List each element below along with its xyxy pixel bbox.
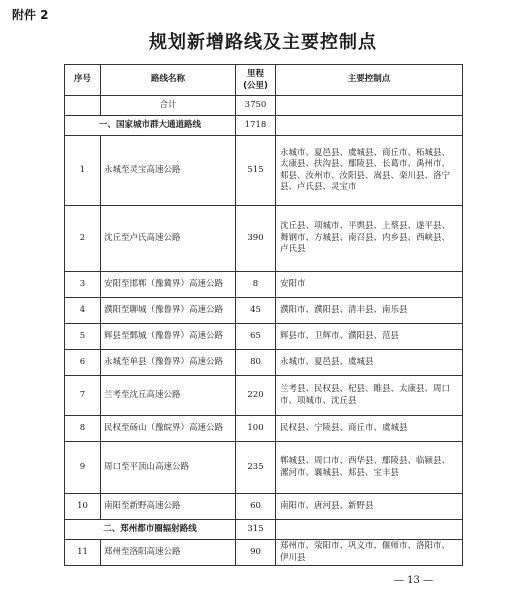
page-number: — 13 — <box>394 575 434 586</box>
row-name: 辉县至鄄城（豫鲁界）高速公路 <box>101 324 236 350</box>
header-name: 路线名称 <box>101 65 236 96</box>
total-blank <box>65 96 101 116</box>
row-no: 8 <box>65 416 101 442</box>
table-row <box>65 494 463 520</box>
row-name: 永城至灵宝高速公路 <box>101 136 236 206</box>
table-row <box>65 350 463 376</box>
row-name: 濮阳至聊城（豫鲁界）高速公路 <box>101 298 236 324</box>
row-mileage: 60 <box>236 494 276 520</box>
row-mileage: 390 <box>236 206 276 272</box>
table-row <box>65 136 463 206</box>
row-control: 辉县市、卫辉市、濮阳县、范县 <box>276 324 463 350</box>
attachment-label: 附件 2 <box>12 8 49 22</box>
row-control: 民权县、宁陵县、商丘市、虞城县 <box>276 416 463 442</box>
row-control: 永城市、夏邑县、虞城县 <box>276 350 463 376</box>
table-row <box>65 324 463 350</box>
row-name: 民权至砀山（豫皖界）高速公路 <box>101 416 236 442</box>
row-no: 6 <box>65 350 101 376</box>
section-row <box>65 520 463 540</box>
row-control: 兰考县、民权县、杞县、睢县、太康县、周口市、项城市、沈丘县 <box>276 376 463 416</box>
row-control: 永城市、夏邑县、虞城县、商丘市、柘城县、太康县、扶沟县、鄢陵县、长葛市、禹州市、郏县、汝州市、汝阳县、嵩县、栾川县、洛宁县、卢氏县、灵宝市 <box>276 136 463 206</box>
section-row <box>65 116 463 136</box>
table-row <box>65 376 463 416</box>
table-row <box>65 272 463 298</box>
header-control: 主要控制点 <box>276 65 463 96</box>
row-no: 2 <box>65 206 101 272</box>
section-control <box>276 116 463 136</box>
row-mileage: 65 <box>236 324 276 350</box>
row-no: 1 <box>65 136 101 206</box>
row-mileage: 8 <box>236 272 276 298</box>
row-control: 郸城县、周口市、西华县、鄢陵县、临颍县、漯河市、襄城县、郏县、宝丰县 <box>276 442 463 494</box>
section-control <box>276 520 463 540</box>
row-name: 兰考至沈丘高速公路 <box>101 376 236 416</box>
section-mileage: 1718 <box>236 116 276 136</box>
row-mileage: 515 <box>236 136 276 206</box>
route-table <box>64 64 463 566</box>
total-mileage: 3750 <box>236 96 276 116</box>
row-mileage: 235 <box>236 442 276 494</box>
table-row <box>65 540 463 566</box>
row-control: 南阳市、唐河县、新野县 <box>276 494 463 520</box>
row-name: 安阳至邯郸（豫冀界）高速公路 <box>101 272 236 298</box>
row-name: 沈丘至卢氏高速公路 <box>101 206 236 272</box>
table-row <box>65 416 463 442</box>
section-label: 一、国家城市群大通道路线 <box>65 116 236 136</box>
header-no: 序号 <box>65 65 101 96</box>
row-mileage: 80 <box>236 350 276 376</box>
table-row <box>65 206 463 272</box>
row-control: 郑州市、荥阳市、巩义市、偃师市、洛阳市、伊川县 <box>276 540 463 566</box>
row-name: 永城至单县（豫鲁界）高速公路 <box>101 350 236 376</box>
table-header-row <box>65 65 463 96</box>
table-row <box>65 298 463 324</box>
row-control: 濮阳市、濮阳县、清丰县、南乐县 <box>276 298 463 324</box>
row-no: 4 <box>65 298 101 324</box>
section-mileage: 315 <box>236 520 276 540</box>
row-name: 南阳至新野高速公路 <box>101 494 236 520</box>
row-control: 沈丘县、项城市、平舆县、上蔡县、遂平县、舞钢市、方城县、南召县、内乡县、西峡县、卢氏县 <box>276 206 463 272</box>
row-mileage: 220 <box>236 376 276 416</box>
row-mileage: 100 <box>236 416 276 442</box>
row-no: 9 <box>65 442 101 494</box>
row-no: 5 <box>65 324 101 350</box>
row-no: 11 <box>65 540 101 566</box>
total-label: 合计 <box>101 96 236 116</box>
page-title: 规划新增路线及主要控制点 <box>149 32 377 53</box>
row-control: 安阳市 <box>276 272 463 298</box>
section-label: 二、郑州都市圈辐射路线 <box>65 520 236 540</box>
row-name: 周口至平顶山高速公路 <box>101 442 236 494</box>
header-mileage: 里程 (公里) <box>236 65 276 96</box>
table-row <box>65 442 463 494</box>
total-row <box>65 96 463 116</box>
row-no: 10 <box>65 494 101 520</box>
row-mileage: 45 <box>236 298 276 324</box>
row-mileage: 90 <box>236 540 276 566</box>
row-name: 郑州至洛阳高速公路 <box>101 540 236 566</box>
row-no: 3 <box>65 272 101 298</box>
total-control <box>276 96 463 116</box>
row-no: 7 <box>65 376 101 416</box>
